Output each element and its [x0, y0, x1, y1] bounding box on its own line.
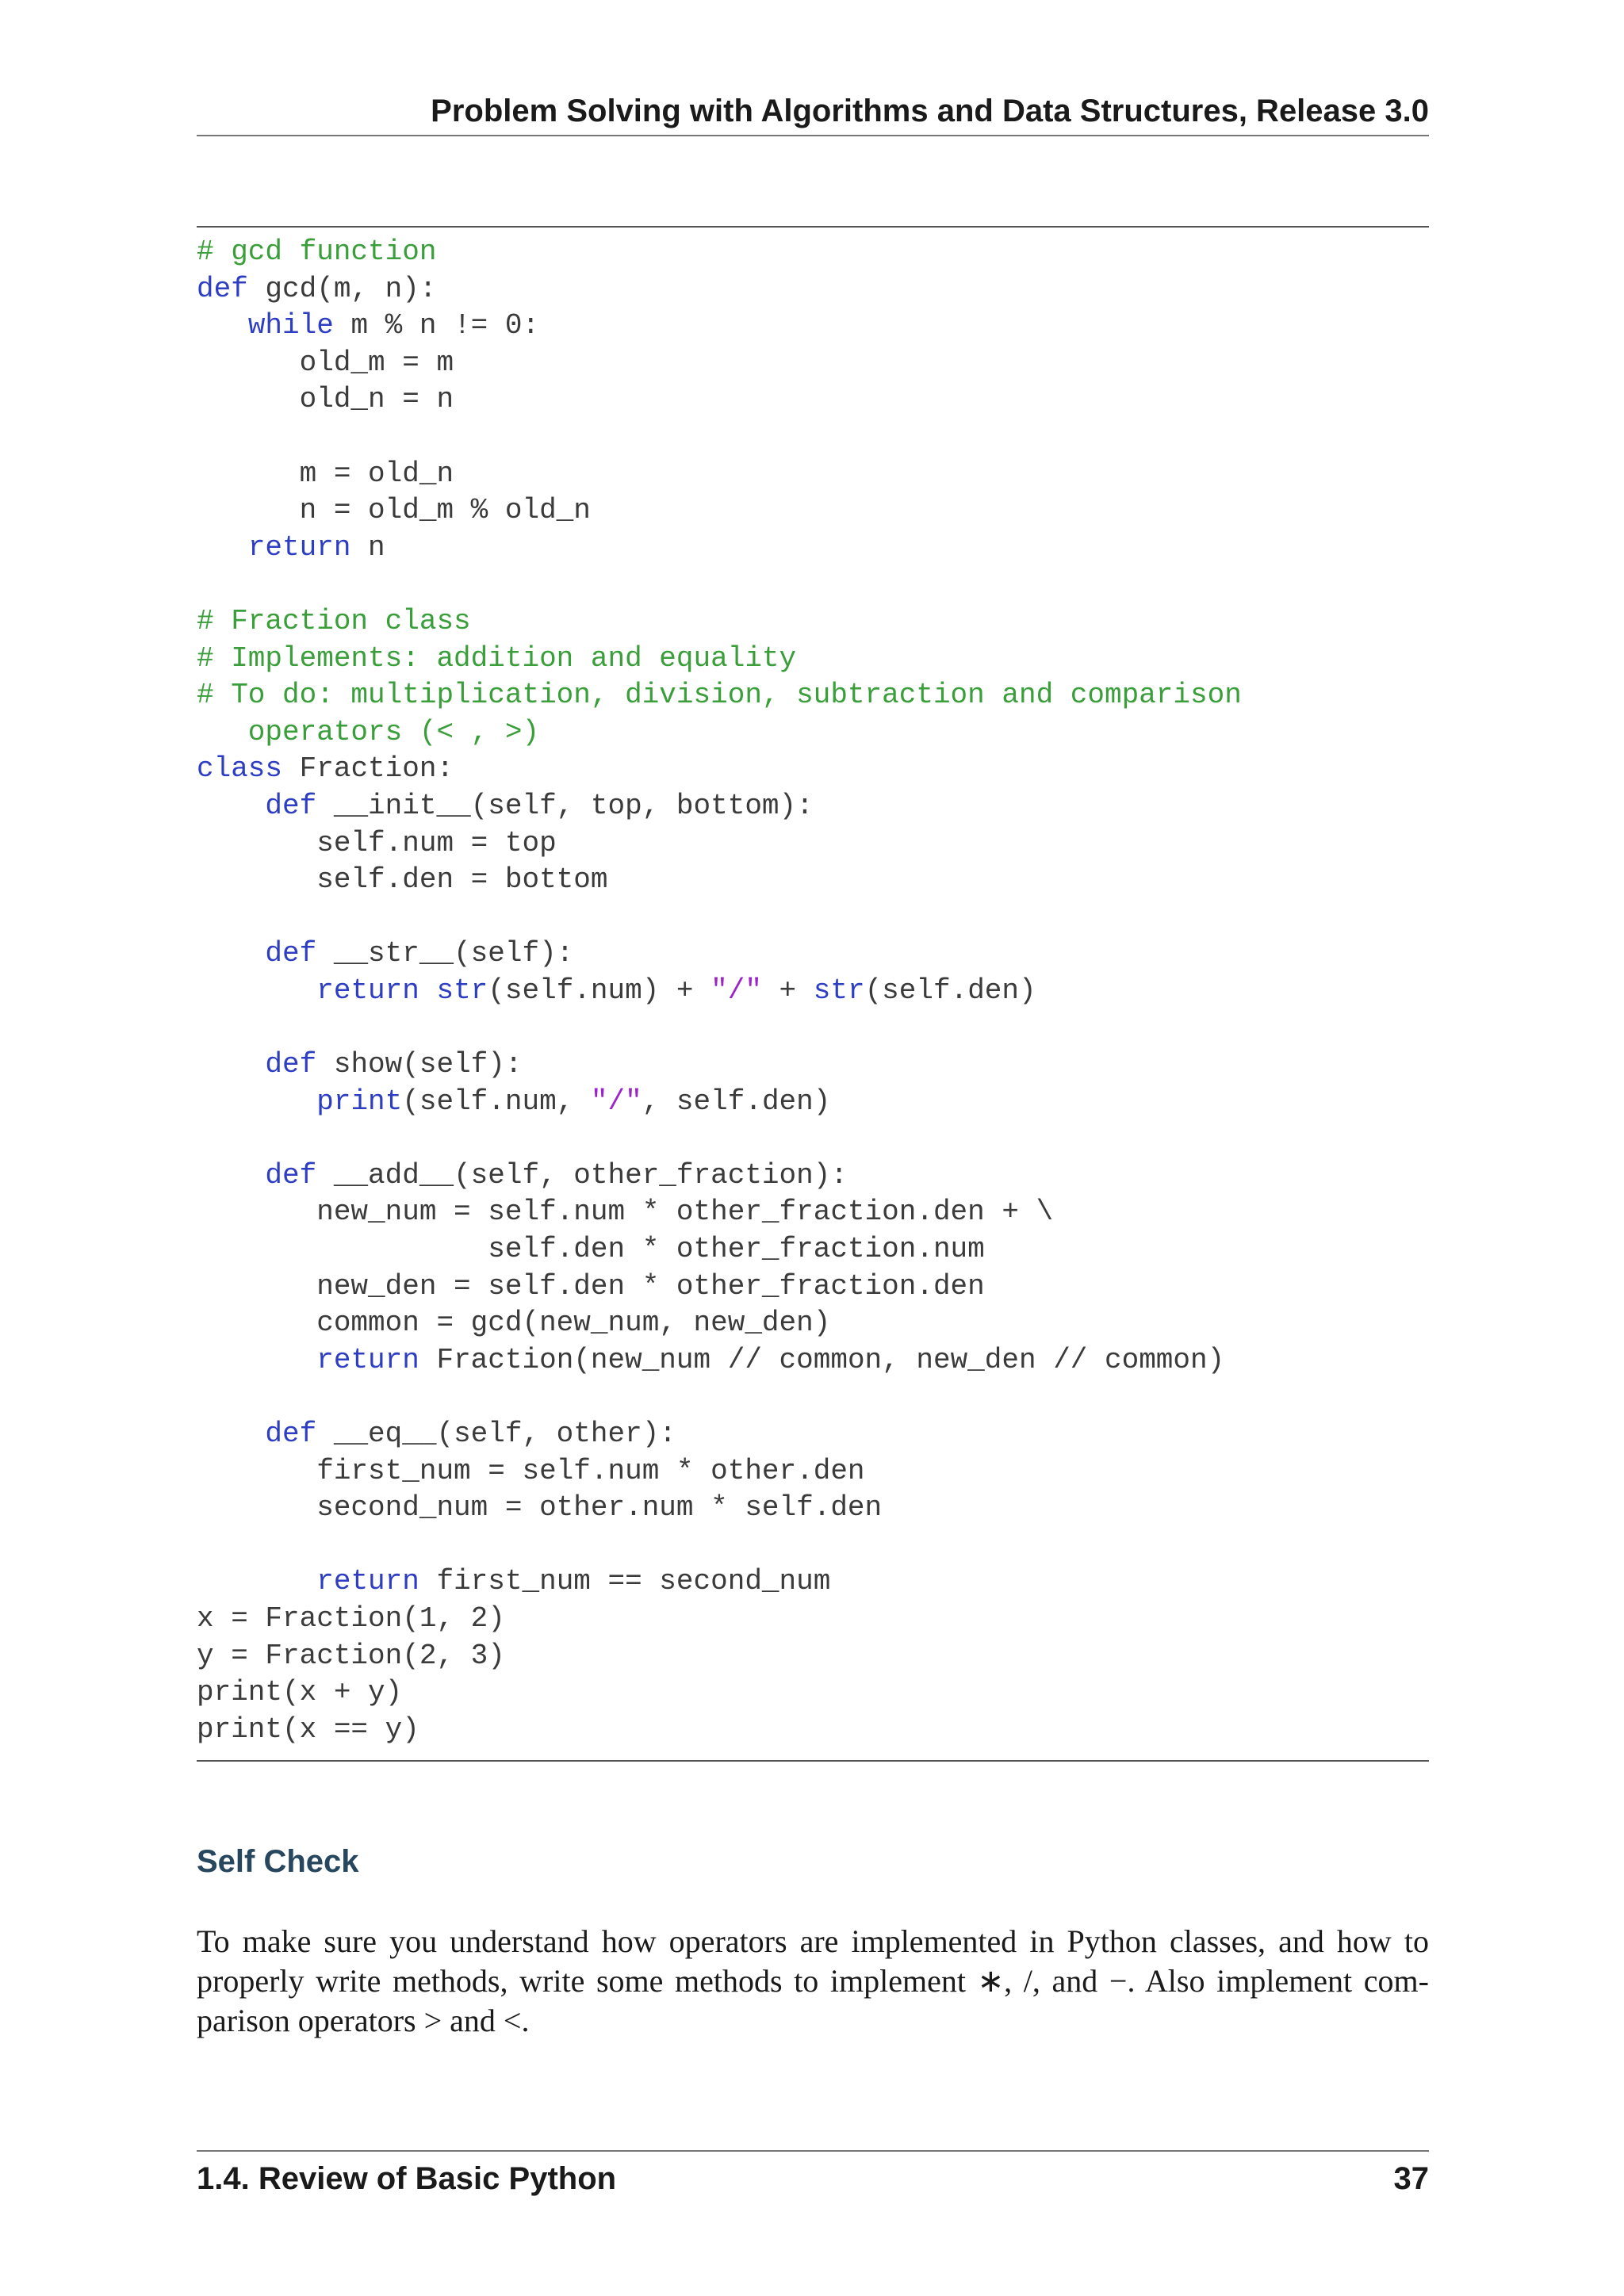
code-token: def — [265, 1048, 317, 1081]
code-token: __init__(self, top, bottom): — [316, 789, 814, 822]
code-token: class — [197, 752, 283, 786]
code-line — [197, 456, 1429, 493]
code-line — [197, 566, 1429, 603]
code-token: return — [316, 1343, 419, 1376]
code-token: return — [316, 974, 419, 1007]
code-line — [197, 1674, 1429, 1712]
code-token — [197, 1159, 265, 1192]
footer-section-label: 1.4. Review of Basic Python — [197, 2161, 617, 2196]
code-token: n — [350, 530, 385, 564]
code-token: gcd(m, n): — [247, 272, 437, 305]
code-token: str — [436, 974, 488, 1007]
code-token — [197, 309, 248, 342]
code-line — [197, 1638, 1429, 1675]
code-line — [197, 1490, 1429, 1527]
code-line — [197, 751, 1429, 788]
code-token: Fraction: — [282, 752, 454, 786]
code-line — [197, 788, 1429, 825]
code-token: print(x + y) — [197, 1676, 403, 1709]
code-token: n = old_m % old_n — [197, 494, 591, 527]
code-line — [197, 1601, 1429, 1638]
running-header: Problem Solving with Algorithms and Data Structures, Release 3.0 — [431, 94, 1429, 128]
code-token: str — [813, 974, 865, 1007]
code-token: # gcd function — [197, 235, 437, 268]
code-token: "/" — [710, 974, 762, 1007]
code-line — [197, 419, 1429, 456]
code-token: def — [265, 789, 317, 822]
code-line — [197, 825, 1429, 863]
footer-rule — [197, 2150, 1429, 2152]
code-token: common = gcd(new_num, new_den) — [197, 1307, 831, 1340]
code-token: y = Fraction(2, 3) — [197, 1639, 505, 1672]
code-token: def — [265, 937, 317, 970]
code-line — [197, 530, 1429, 567]
code-line — [197, 1158, 1429, 1195]
code-line — [197, 1009, 1429, 1047]
code-token — [197, 531, 248, 564]
code-token: new_num = self.num * other_fraction.den + \ — [197, 1196, 1054, 1229]
code-token: __eq__(self, other): — [316, 1418, 676, 1450]
code-token: print(x == y) — [197, 1712, 419, 1746]
page-number: 37 — [1393, 2161, 1429, 2196]
code-token — [197, 790, 265, 822]
code-token: old_n = n — [197, 383, 454, 416]
code-line — [197, 1194, 1429, 1231]
code-line — [197, 271, 1429, 308]
code-line — [197, 973, 1429, 1010]
code-line — [197, 641, 1429, 678]
code-line — [197, 1084, 1429, 1121]
code-token — [197, 1418, 265, 1450]
code-line — [197, 234, 1429, 271]
code-token: , self.den) — [642, 1085, 831, 1118]
code-token: first_num == second_num — [419, 1565, 831, 1598]
code-token: # Implements: addition and equality — [197, 641, 797, 675]
code-token — [197, 937, 265, 970]
code-token: m % n != 0: — [333, 309, 540, 342]
section-heading: Self Check — [197, 1844, 359, 1879]
code-line — [197, 1416, 1429, 1453]
code-listing — [197, 234, 1429, 1748]
code-token: new_den = self.den * other_fraction.den — [197, 1269, 985, 1303]
code-line — [197, 345, 1429, 382]
code-line — [197, 714, 1429, 752]
code-line — [197, 308, 1429, 345]
code-token: self.num = top — [197, 826, 557, 859]
self-check-paragraph: To make sure you understand how operators are implemented in Python classes, and how to properly write methods, write some methods to implement ∗, /, and −. Also implement com-parison operators > and <. — [197, 1923, 1429, 2038]
code-token: return — [316, 1565, 419, 1598]
code-token — [419, 974, 437, 1007]
code-line — [197, 1453, 1429, 1490]
code-token: operators (< , >) — [197, 715, 540, 748]
code-token: (self.num, — [402, 1085, 591, 1118]
header-rule — [197, 135, 1429, 136]
code-token: Fraction(new_num // common, new_den // common) — [419, 1343, 1225, 1376]
code-token: "/" — [590, 1085, 642, 1118]
code-token: (self.num) + — [488, 974, 711, 1007]
code-line — [197, 603, 1429, 641]
code-line — [197, 677, 1429, 714]
code-token: __str__(self): — [316, 937, 574, 970]
code-line — [197, 1305, 1429, 1342]
code-token: old_m = m — [197, 346, 454, 379]
code-token: while — [247, 309, 334, 342]
code-token: first_num = self.num * other.den — [197, 1454, 865, 1487]
code-line — [197, 1712, 1429, 1749]
code-line — [197, 1563, 1429, 1601]
code-token: # Fraction class — [197, 604, 471, 637]
code-line — [197, 1269, 1429, 1306]
code-line — [197, 492, 1429, 530]
code-block-top-rule — [197, 226, 1429, 228]
code-line — [197, 1379, 1429, 1416]
code-token: __add__(self, other_fraction): — [316, 1158, 848, 1192]
code-line — [197, 1527, 1429, 1564]
code-token: + — [761, 974, 814, 1007]
code-token: (self.den) — [864, 974, 1036, 1007]
code-line — [197, 381, 1429, 419]
code-line — [197, 936, 1429, 973]
code-line — [197, 1047, 1429, 1084]
code-block-bottom-rule — [197, 1760, 1429, 1762]
code-line — [197, 1120, 1429, 1158]
code-line — [197, 899, 1429, 936]
code-token: # To do: multiplication, division, subtraction and comparison — [197, 679, 1242, 712]
code-token: show(self): — [316, 1048, 523, 1081]
code-token: m = old_n — [197, 457, 454, 490]
code-token: self.den = bottom — [197, 863, 608, 897]
code-token — [197, 1085, 316, 1118]
code-line — [197, 1231, 1429, 1269]
code-token: return — [247, 530, 351, 564]
code-token: x = Fraction(1, 2) — [197, 1601, 505, 1635]
code-token: def — [265, 1418, 317, 1450]
code-token: print — [316, 1085, 403, 1118]
code-token: def — [197, 272, 248, 305]
code-token: self.den * other_fraction.num — [197, 1233, 985, 1266]
code-token: second_num = other.num * self.den — [197, 1491, 883, 1525]
code-line — [197, 1342, 1429, 1380]
code-token — [197, 1565, 316, 1598]
code-token — [197, 1048, 265, 1081]
code-token: def — [265, 1158, 317, 1192]
code-token — [197, 1344, 316, 1376]
code-line — [197, 862, 1429, 899]
code-token — [197, 974, 316, 1007]
